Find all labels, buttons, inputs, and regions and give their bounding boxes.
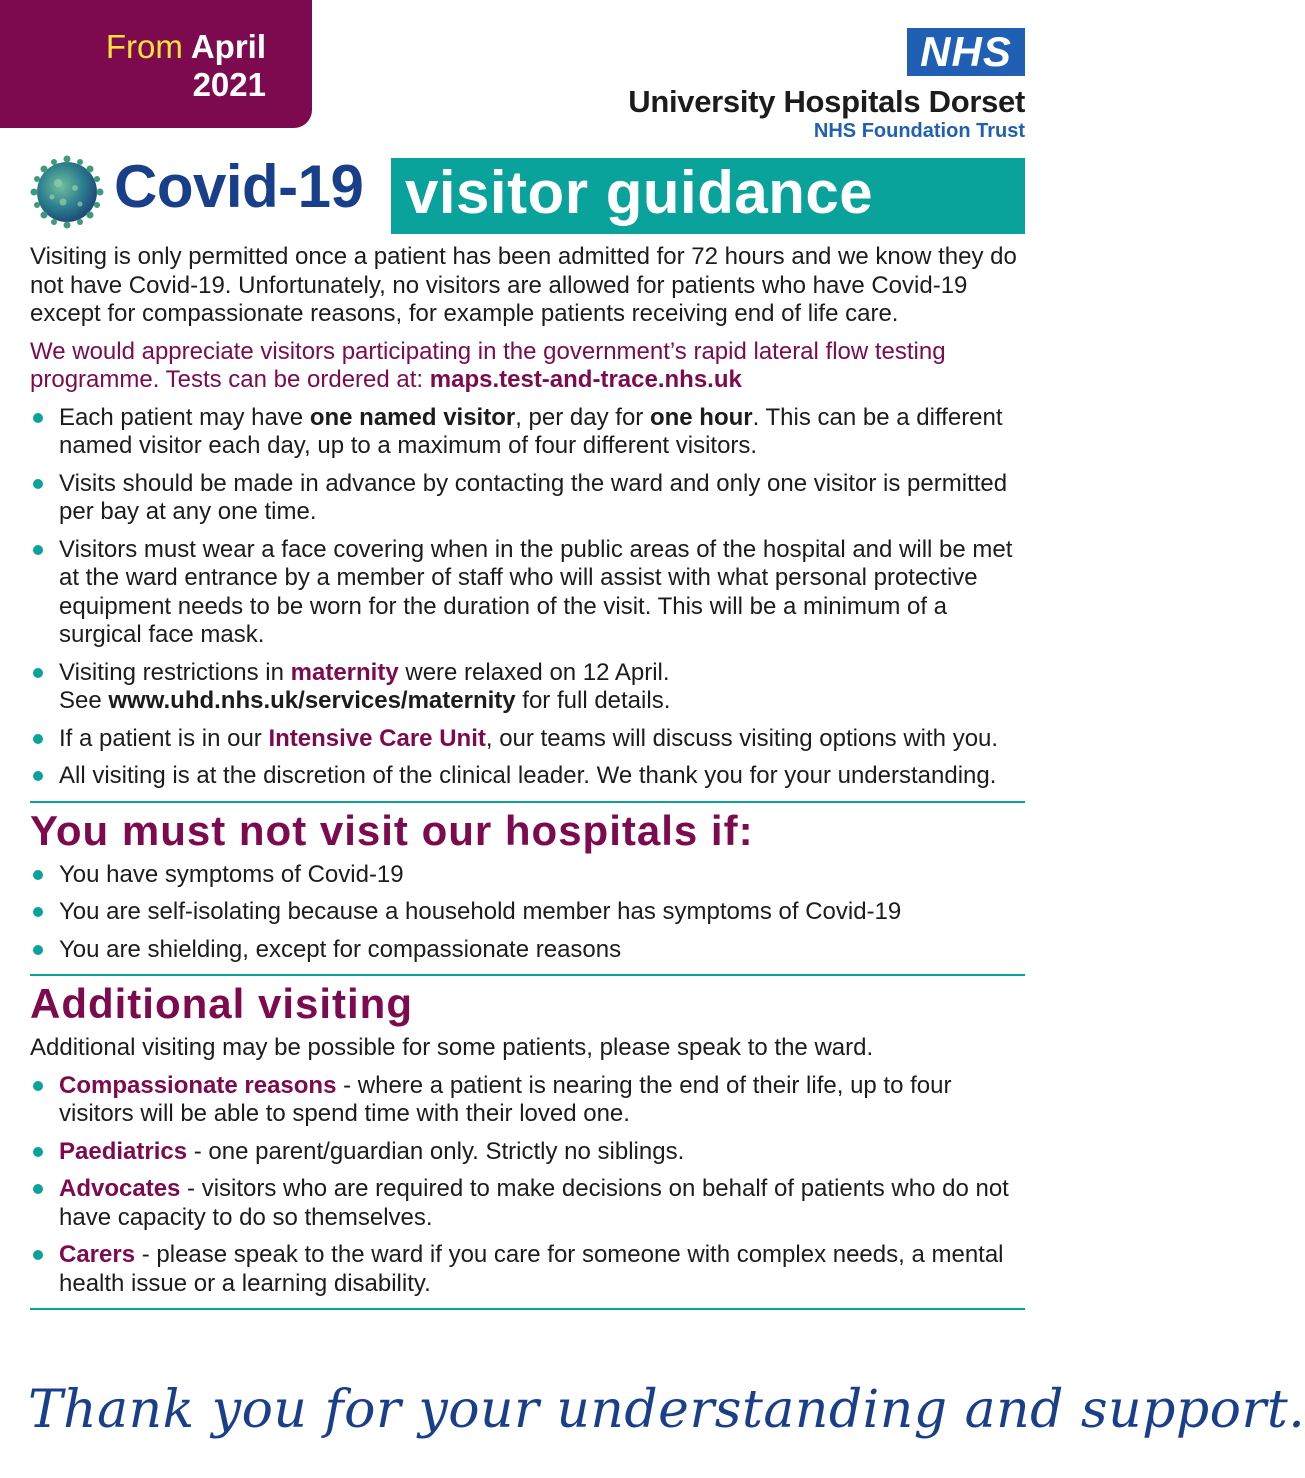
category-label: Paediatrics bbox=[59, 1137, 188, 1165]
list-item bbox=[30, 1241, 1025, 1298]
org-subtitle: NHS Foundation Trust bbox=[813, 120, 1025, 142]
testing-paragraph bbox=[30, 338, 1025, 395]
category-label: Advocates bbox=[59, 1175, 181, 1202]
list-item bbox=[30, 936, 1025, 965]
date-year: 2021 bbox=[192, 66, 266, 103]
list-item bbox=[30, 536, 1025, 650]
virus-icon bbox=[30, 155, 104, 229]
date-month: April bbox=[190, 28, 266, 65]
rule-text: If a patient is in our bbox=[59, 724, 269, 752]
additional-intro: Additional visiting may be possible for some patients, please speak to the ward. bbox=[30, 1034, 874, 1061]
intro-paragraph: Visiting is only permitted once a patient has been admitted for 72 hours and we know they do not have Covid-19. Unfortunately, no visitors are allowed for patients who have Covid-19 except for compassionate reasons, for example patients receiving end of life care. bbox=[30, 243, 1017, 327]
rule-text: All visiting is at the discretion of the clinical leader. We thank you for your understanding. bbox=[59, 762, 997, 789]
list-item bbox=[30, 659, 1025, 716]
date-banner bbox=[0, 0, 312, 128]
bullet-icon bbox=[33, 1250, 43, 1260]
title-visitor-guidance: visitor guidance bbox=[391, 158, 1025, 234]
rule-text: , per day for bbox=[515, 403, 650, 431]
condition-text: You are self-isolating because a household member has symptoms of Covid-19 bbox=[59, 898, 902, 925]
list-item bbox=[30, 725, 1025, 754]
bullet-icon bbox=[33, 1081, 43, 1091]
condition-text: You are shielding, except for compassionate reasons bbox=[59, 935, 622, 963]
rule-highlight: maternity bbox=[290, 658, 399, 686]
bullet-icon bbox=[33, 771, 43, 781]
bullet-icon bbox=[33, 479, 43, 489]
rule-highlight: Intensive Care Unit bbox=[268, 724, 486, 752]
rule-text: Visiting restrictions in bbox=[59, 658, 291, 686]
rule-text: . This can be a different named visitor each day, up to a maximum of four different visitors. bbox=[59, 403, 1003, 459]
category-text: - please speak to the ward if you care for someone with complex needs, a mental health issue or a learning disability. bbox=[59, 1241, 1004, 1297]
rule-highlight: one named visitor bbox=[309, 403, 516, 431]
list-item bbox=[30, 861, 1025, 890]
rule-text: Visits should be made in advance by contacting the ward and only one visitor is permitted per bay at any one time. bbox=[59, 469, 1008, 525]
category-text: - where a patient is nearing the end of their life, up to four visitors will be able to spend time with their loved one. bbox=[59, 1071, 952, 1127]
bullet-icon bbox=[33, 907, 43, 917]
section-divider bbox=[30, 974, 1025, 976]
bullet-icon bbox=[33, 668, 43, 678]
must-not-list bbox=[30, 861, 1025, 965]
list-item bbox=[30, 1072, 1025, 1129]
bullet-icon bbox=[33, 545, 43, 555]
category-label: Carers bbox=[59, 1241, 136, 1268]
list-item bbox=[30, 762, 1025, 791]
section-divider bbox=[30, 801, 1025, 803]
list-item bbox=[30, 404, 1025, 461]
maternity-link[interactable]: www.uhd.nhs.uk/services/maternity bbox=[108, 687, 516, 714]
condition-text: You have symptoms of Covid-19 bbox=[59, 860, 404, 888]
rule-text: for full details. bbox=[515, 687, 671, 714]
bullet-icon bbox=[33, 1147, 43, 1157]
org-name: University Hospitals Dorset bbox=[628, 84, 1025, 119]
category-text: - visitors who are required to make decisions on behalf of patients who do not have capacity to do so themselves. bbox=[59, 1175, 1009, 1231]
bullet-icon bbox=[33, 734, 43, 744]
testing-link[interactable]: maps.test-and-trace.nhs.uk bbox=[429, 366, 742, 393]
thank-you-message: Thank you for your understanding and support. bbox=[28, 1380, 1305, 1440]
footer-divider bbox=[30, 1308, 1025, 1310]
visiting-rules-list bbox=[30, 404, 1025, 791]
date-from: From bbox=[105, 28, 183, 65]
list-item bbox=[30, 470, 1025, 527]
rule-highlight: one hour bbox=[649, 403, 753, 431]
bullet-icon bbox=[33, 1184, 43, 1194]
testing-text: We would appreciate visitors participating in the government’s rapid lateral flow testing programme. Tests can be ordered at: bbox=[30, 337, 946, 393]
category-label: Compassionate reasons bbox=[59, 1071, 337, 1099]
main-content bbox=[30, 243, 1025, 1310]
additional-heading: Additional visiting bbox=[30, 980, 413, 1027]
list-item bbox=[30, 1175, 1025, 1232]
nhs-logo: NHS bbox=[907, 28, 1025, 76]
must-not-heading: You must not visit our hospitals if: bbox=[30, 806, 754, 854]
list-item bbox=[30, 898, 1025, 927]
rule-text: Visitors must wear a face covering when in the public areas of the hospital and will be met at the ward entrance by a member of staff who will assist with what personal protective equipment needs to be worn for the duration of the visit. This will be a minimum of a surgical face mask. bbox=[59, 535, 1013, 648]
bullet-icon bbox=[33, 413, 43, 423]
additional-list bbox=[30, 1072, 1025, 1299]
rule-text: , our teams will discuss visiting options with you. bbox=[485, 724, 999, 752]
bullet-icon bbox=[33, 945, 43, 955]
bullet-icon bbox=[33, 870, 43, 880]
rule-text: were relaxed on 12 April. bbox=[398, 658, 670, 686]
title-covid: Covid-19 bbox=[114, 153, 364, 220]
list-item bbox=[30, 1138, 1025, 1167]
category-text: - one parent/guardian only. Strictly no siblings. bbox=[187, 1137, 685, 1165]
rule-text: See bbox=[59, 687, 109, 714]
rule-text: Each patient may have bbox=[59, 403, 310, 431]
